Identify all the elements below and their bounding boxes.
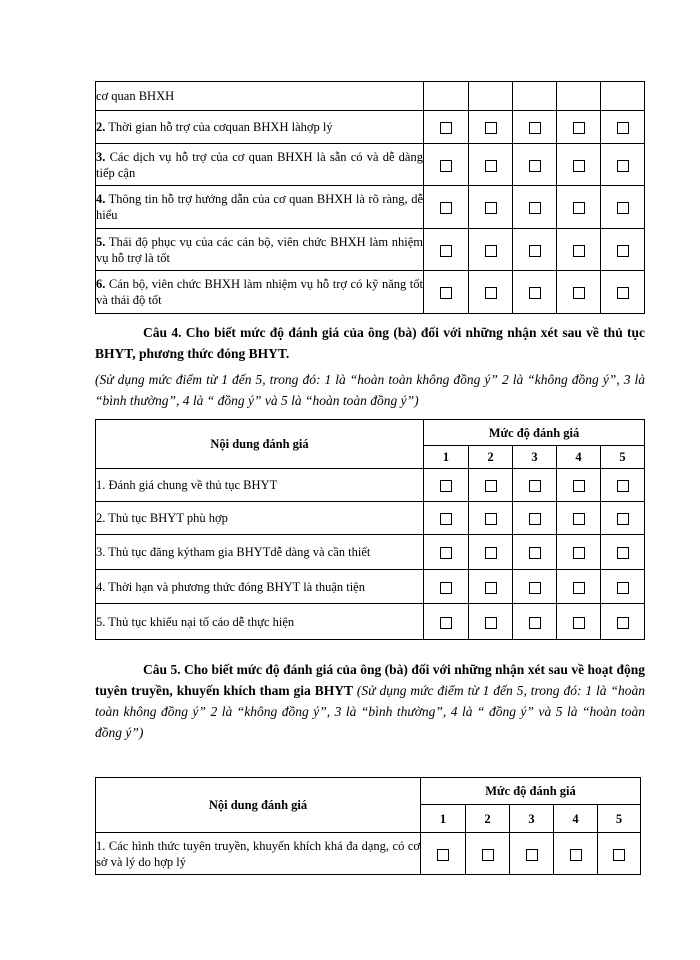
rating-3-checkbox[interactable]	[529, 160, 541, 172]
row-label: 4. Thời hạn và phương thức đóng BHYT là thuận tiện	[96, 570, 424, 604]
question-4-text: Cho biết mức độ đánh giá của ông (bà) đối với những nhận xét sau về thủ tục BHYT, phương thức đóng BHYT.	[95, 325, 646, 361]
rating-5-checkbox[interactable]	[617, 202, 629, 214]
table-row	[96, 570, 645, 604]
rating-2-checkbox[interactable]	[485, 245, 497, 257]
rating-cell	[557, 82, 601, 111]
rating-2-checkbox[interactable]	[485, 122, 497, 134]
rating-5-checkbox[interactable]	[617, 287, 629, 299]
row-label: Thông tin hỗ trợ hướng dẫn của cơ quan BHXH là rõ ràng, dễ hiểu	[96, 192, 423, 222]
rating-1-checkbox[interactable]	[440, 513, 452, 525]
rating-5-checkbox[interactable]	[613, 849, 625, 861]
rating-4-checkbox[interactable]	[573, 547, 585, 559]
scale-5: 5	[598, 805, 641, 833]
rating-1-checkbox[interactable]	[440, 582, 452, 594]
rating-5-checkbox[interactable]	[617, 122, 629, 134]
header-rating-level: Mức độ đánh giá	[421, 778, 641, 805]
question-4-note	[95, 369, 645, 411]
table-row	[96, 82, 645, 111]
question-5-label: Câu 5.	[143, 662, 181, 677]
scale-5: 5	[601, 446, 645, 469]
scale-4: 4	[557, 446, 601, 469]
question-5-note: (Sử dụng mức điểm từ 1 đến 5, trong đó: 1 là “hoàn toàn không đồng ý” 2 là “không đồng ý”, 3 là “bình thường”, 4 là “ đồng ý” và 5 là “hoàn toàn đồng ý”)	[95, 683, 645, 740]
table-row	[96, 186, 645, 229]
header-content: Nội dung đánh giá	[96, 778, 421, 833]
rating-cell	[601, 82, 645, 111]
rating-5-checkbox[interactable]	[617, 160, 629, 172]
rating-3-checkbox[interactable]	[529, 122, 541, 134]
table-support-services	[95, 81, 645, 314]
scale-3: 3	[510, 805, 554, 833]
rating-3-checkbox[interactable]	[529, 287, 541, 299]
rating-5-checkbox[interactable]	[617, 480, 629, 492]
question-4-label: Câu 4.	[143, 325, 182, 340]
row-label: 1. Các hình thức tuyên truyền, khuyến khích khá đa dạng, có cơ sở và lý do hợp lý	[96, 833, 421, 875]
header-rating-level: Mức độ đánh giá	[424, 420, 645, 446]
row-text	[96, 111, 424, 144]
table-bhyt-procedures	[95, 419, 645, 640]
row-number: 2.	[96, 120, 106, 134]
scale-4: 4	[554, 805, 598, 833]
rating-5-checkbox[interactable]	[617, 245, 629, 257]
rating-2-checkbox[interactable]	[482, 849, 494, 861]
row-text	[96, 82, 424, 111]
rating-1-checkbox[interactable]	[440, 245, 452, 257]
rating-4-checkbox[interactable]	[573, 245, 585, 257]
rating-2-checkbox[interactable]	[485, 513, 497, 525]
rating-4-checkbox[interactable]	[573, 202, 585, 214]
rating-2-checkbox[interactable]	[485, 480, 497, 492]
scale-1: 1	[421, 805, 466, 833]
table-row	[96, 833, 641, 875]
rating-1-checkbox[interactable]	[440, 547, 452, 559]
row-number: 6.	[96, 277, 106, 291]
rating-1-checkbox[interactable]	[440, 160, 452, 172]
row-label: 5. Thủ tục khiếu nại tố cáo dễ thực hiện	[96, 604, 424, 640]
rating-3-checkbox[interactable]	[529, 245, 541, 257]
rating-3-checkbox[interactable]	[529, 202, 541, 214]
rating-1-checkbox[interactable]	[440, 122, 452, 134]
scale-1: 1	[424, 446, 469, 469]
rating-4-checkbox[interactable]	[573, 122, 585, 134]
scale-2: 2	[469, 446, 513, 469]
question-4	[95, 322, 645, 364]
row-label: cơ quan BHXH	[96, 89, 175, 103]
scale-2: 2	[466, 805, 510, 833]
rating-5-checkbox[interactable]	[617, 513, 629, 525]
table-row	[96, 271, 645, 314]
table-row	[96, 604, 645, 640]
rating-3-checkbox[interactable]	[529, 513, 541, 525]
table-row	[96, 535, 645, 570]
rating-4-checkbox[interactable]	[573, 160, 585, 172]
row-label: 3. Thủ tục đăng kýtham gia BHYTdễ dàng và cần thiết	[96, 535, 424, 570]
row-text	[96, 229, 424, 271]
row-label: 2. Thủ tục BHYT phù hợp	[96, 502, 424, 535]
rating-1-checkbox[interactable]	[440, 287, 452, 299]
table-row	[96, 144, 645, 186]
rating-3-checkbox[interactable]	[529, 617, 541, 629]
rating-cell	[469, 82, 513, 111]
table-row	[96, 502, 645, 535]
rating-cell	[513, 82, 557, 111]
rating-1-checkbox[interactable]	[437, 849, 449, 861]
table-row	[96, 229, 645, 271]
rating-3-checkbox[interactable]	[529, 582, 541, 594]
row-number: 4.	[96, 192, 106, 206]
row-number: 3.	[96, 149, 106, 164]
rating-5-checkbox[interactable]	[617, 582, 629, 594]
question-5	[95, 659, 645, 743]
row-label: Cán bộ, viên chức BHXH làm nhiệm vụ hỗ trợ có kỹ năng tốt và thái độ tốt	[96, 277, 423, 307]
rating-1-checkbox[interactable]	[440, 617, 452, 629]
rating-3-checkbox[interactable]	[526, 849, 538, 861]
scale-3: 3	[513, 446, 557, 469]
question-5-text: Cho biết mức độ đánh giá của ông (bà) đối với những nhận xét sau về hoạt động tuyên truyền, khuyến khích tham gia BHYT	[95, 662, 645, 698]
row-label: 1. Đánh giá chung về thủ tục BHYT	[96, 469, 424, 502]
question-4-note-text: (Sử dụng mức điểm từ 1 đến 5, trong đó: 1 là “hoàn toàn không đồng ý” 2 là “không đồng ý”, 3 là “bình thường”, 4 là “ đồng ý” và 5 là “hoàn toàn đồng ý”)	[95, 372, 645, 408]
rating-4-checkbox[interactable]	[570, 849, 582, 861]
rating-3-checkbox[interactable]	[529, 480, 541, 492]
rating-4-checkbox[interactable]	[573, 582, 585, 594]
row-label: Thái độ phục vụ của các cán bộ, viên chức BHXH làm nhiệm vụ hỗ trợ là tốt	[96, 234, 423, 265]
row-text	[96, 186, 424, 229]
table-row	[96, 469, 645, 502]
rating-4-checkbox[interactable]	[573, 513, 585, 525]
rating-1-checkbox[interactable]	[440, 480, 452, 492]
row-label: Các dịch vụ hỗ trợ của cơ quan BHXH là sẵn có và dễ dàng tiếp cận	[96, 149, 423, 180]
rating-2-checkbox[interactable]	[485, 160, 497, 172]
row-number: 5.	[96, 234, 106, 249]
table-propaganda-activities	[95, 777, 641, 875]
rating-4-checkbox[interactable]	[573, 617, 585, 629]
table-row	[96, 111, 645, 144]
rating-2-checkbox[interactable]	[485, 582, 497, 594]
rating-2-checkbox[interactable]	[485, 547, 497, 559]
rating-cell	[424, 82, 469, 111]
rating-4-checkbox[interactable]	[573, 287, 585, 299]
rating-5-checkbox[interactable]	[617, 617, 629, 629]
row-label: Thời gian hỗ trợ của cơquan BHXH làhợp lý	[105, 120, 333, 134]
rating-3-checkbox[interactable]	[529, 547, 541, 559]
header-content: Nội dung đánh giá	[96, 420, 424, 469]
rating-2-checkbox[interactable]	[485, 617, 497, 629]
rating-4-checkbox[interactable]	[573, 480, 585, 492]
row-text	[96, 271, 424, 314]
row-text	[96, 144, 424, 186]
rating-2-checkbox[interactable]	[485, 202, 497, 214]
rating-1-checkbox[interactable]	[440, 202, 452, 214]
rating-5-checkbox[interactable]	[617, 547, 629, 559]
rating-2-checkbox[interactable]	[485, 287, 497, 299]
